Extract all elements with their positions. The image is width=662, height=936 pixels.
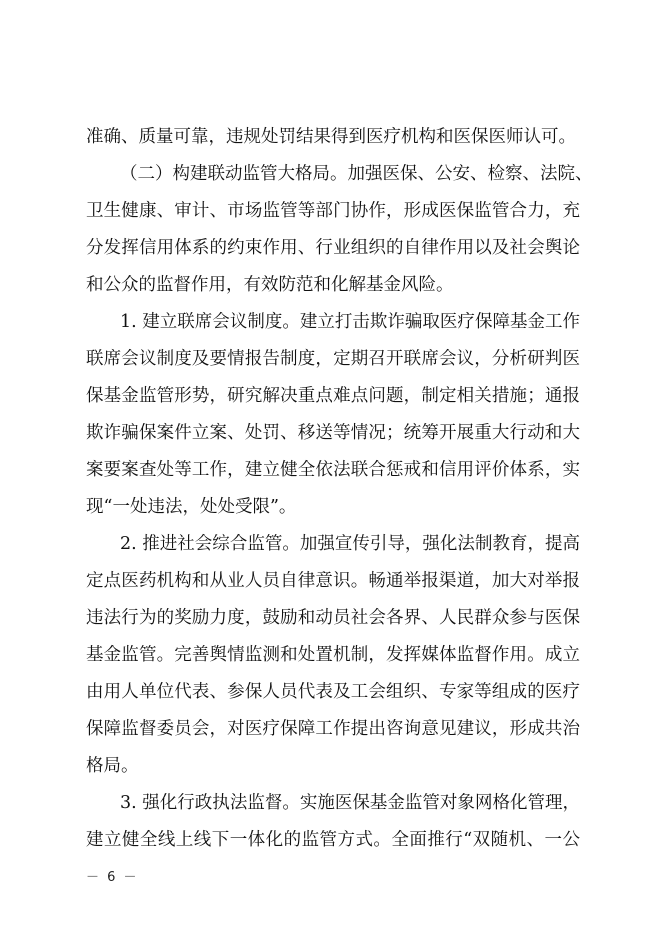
text-line: 由用人单位代表、参保人员代表及工会组织、专家等组成的医疗 [86,682,580,702]
text-line: 违法行为的奖励力度，鼓励和动员社会各界、人民群众参与医保 [86,608,580,628]
page-number: － 6 － [86,870,139,885]
text-line: 准确、质量可靠，违规处罚结果得到医疗机构和医保医师认可。 [86,127,576,147]
text-line: 案要案查处等工作，建立健全依法联合惩戒和信用评价体系，实 [86,460,580,480]
text-line: 现“一处违法，处处受限”。 [86,497,297,517]
text-line: 3. 强化行政执法监督。实施医保基金监管对象网格化管理， [120,793,580,813]
text-line: 分发挥信用体系的约束作用、行业组织的自律作用以及社会舆论 [86,238,580,258]
text-line: 2. 推进社会综合监管。加强宣传引导，强化法制教育，提高 [120,534,580,554]
text-line: 保基金监管形势，研究解决重点难点问题，制定相关措施；通报 [86,386,580,406]
text-line: 1. 建立联席会议制度。建立打击欺诈骗取医疗保障基金工作 [120,312,580,332]
body-text [86,119,593,859]
text-line: 定点医药机构和从业人员自律意识。畅通举报渠道，加大对举报 [86,571,580,591]
text-line: （二）构建联动监管大格局。加强医保、公安、检察、法院、 [120,164,593,184]
text-line: 建立健全线上线下一体化的监管方式。全面推行“双随机、一公 [86,830,580,850]
text-line: 格局。 [86,756,139,776]
text-line: 卫生健康、审计、市场监管等部门协作，形成医保监管合力，充 [86,201,580,221]
text-line: 和公众的监督作用，有效防范和化解基金风险。 [86,275,454,295]
text-line: 联席会议制度及要情报告制度，定期召开联席会议，分析研判医 [86,349,580,369]
text-line: 保障监督委员会，对医疗保障工作提出咨询意见建议，形成共治 [86,719,580,739]
text-line: 基金监管。完善舆情监测和处置机制，发挥媒体监督作用。成立 [86,645,580,665]
text-line: 欺诈骗保案件立案、处罚、移送等情况；统筹开展重大行动和大 [86,423,580,443]
